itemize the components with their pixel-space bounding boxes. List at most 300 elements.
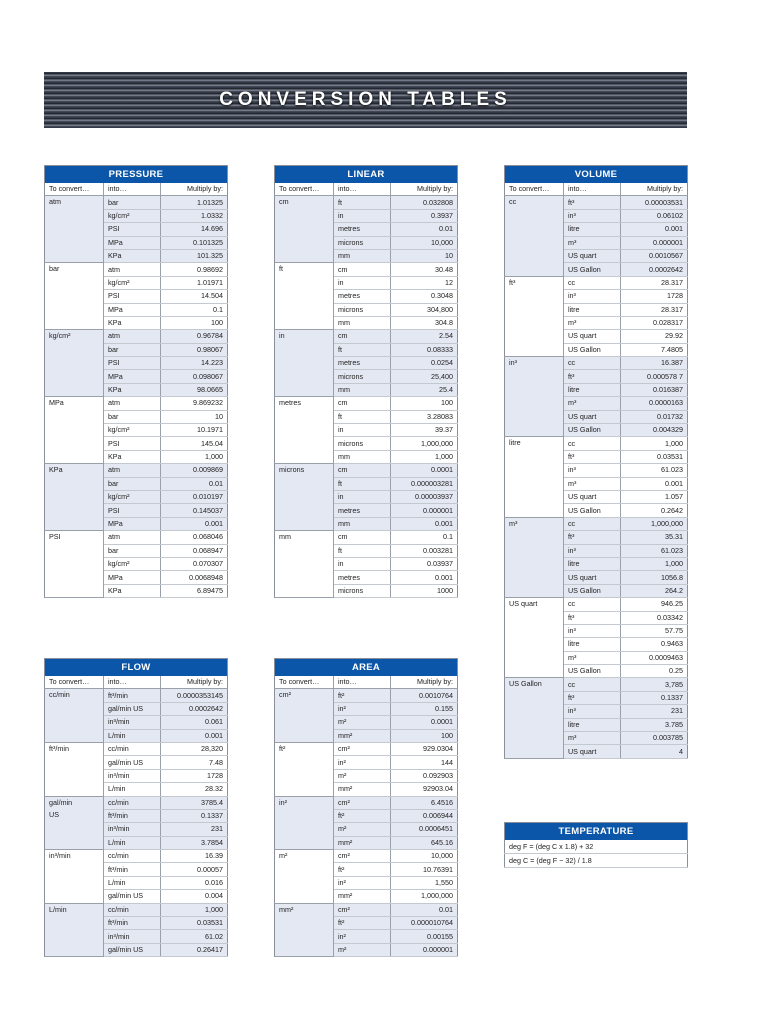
multiplier-value: 0.000010764 <box>390 917 457 930</box>
multiplier-value: 28.317 <box>620 276 687 289</box>
target-unit: ft² <box>333 809 390 822</box>
target-unit: kg/cm² <box>103 490 160 503</box>
volume-table <box>504 165 688 759</box>
column-header: Multiply by: <box>620 183 687 196</box>
target-unit: cm <box>333 263 390 276</box>
table-row <box>45 464 228 477</box>
target-unit: in³ <box>563 705 620 718</box>
column-header: To convert… <box>45 676 104 689</box>
multiplier-value: 0.3048 <box>390 290 457 303</box>
multiplier-value: 0.010197 <box>160 490 227 503</box>
multiplier-value: 1,550 <box>390 876 457 889</box>
target-unit: KPa <box>103 450 160 463</box>
target-unit: L/min <box>103 876 160 889</box>
target-unit: m³ <box>563 316 620 329</box>
target-unit: litre <box>563 303 620 316</box>
multiplier-value: 101.325 <box>160 249 227 262</box>
target-unit: in² <box>333 756 390 769</box>
target-unit: mm <box>333 249 390 262</box>
multiplier-value: 10 <box>160 410 227 423</box>
target-unit: in² <box>333 702 390 715</box>
target-unit: cm² <box>333 903 390 916</box>
target-unit: cc/min <box>103 850 160 863</box>
table-row <box>275 330 458 343</box>
target-unit: US quart <box>563 249 620 262</box>
target-unit: MPa <box>103 236 160 249</box>
target-unit: in³/min <box>103 716 160 729</box>
target-unit: US quart <box>563 410 620 423</box>
multiplier-value: 0.000003281 <box>390 477 457 490</box>
target-unit: ft² <box>333 689 390 702</box>
target-unit: bar <box>103 196 160 209</box>
target-unit: mm <box>333 316 390 329</box>
target-unit: atm <box>103 531 160 544</box>
multiplier-value: 946.25 <box>620 598 687 611</box>
linear-table <box>274 165 458 598</box>
flow-table <box>44 658 228 957</box>
target-unit: in³/min <box>103 769 160 782</box>
multiplier-value: 3.7854 <box>160 836 227 849</box>
column-header: into… <box>333 676 390 689</box>
multiplier-value: 14.504 <box>160 290 227 303</box>
multiplier-value: 0.028317 <box>620 316 687 329</box>
multiplier-value: 0.0000163 <box>620 397 687 410</box>
table-row <box>45 196 228 209</box>
multiplier-value: 0.068046 <box>160 531 227 544</box>
target-unit: US Gallon <box>563 343 620 356</box>
target-unit: litre <box>563 718 620 731</box>
multiplier-value: 0.004329 <box>620 424 687 437</box>
target-unit: atm <box>103 330 160 343</box>
table-row <box>275 796 458 809</box>
column-header: To convert… <box>275 676 334 689</box>
multiplier-value: 1056.8 <box>620 571 687 584</box>
multiplier-value: 0.1 <box>390 531 457 544</box>
multiplier-value: 0.9463 <box>620 638 687 651</box>
multiplier-value: 0.0006451 <box>390 823 457 836</box>
multiplier-value: 1,000,000 <box>390 890 457 903</box>
target-unit: L/min <box>103 783 160 796</box>
source-unit: m³ <box>505 517 564 597</box>
target-unit: mm² <box>333 783 390 796</box>
multiplier-value: 3785.4 <box>160 796 227 809</box>
multiplier-value: 304,800 <box>390 303 457 316</box>
multiplier-value: 0.00003531 <box>620 196 687 209</box>
table-row <box>275 742 458 755</box>
multiplier-value: 0.001 <box>390 517 457 530</box>
target-unit: in³/min <box>103 930 160 943</box>
target-unit: ft³/min <box>103 689 160 702</box>
target-unit: in <box>333 276 390 289</box>
multiplier-value: 0.145037 <box>160 504 227 517</box>
multiplier-value: 0.0009463 <box>620 651 687 664</box>
table-row <box>45 263 228 276</box>
target-unit: PSI <box>103 357 160 370</box>
source-unit: MPa <box>45 397 104 464</box>
multiplier-value: 10,000 <box>390 850 457 863</box>
multiplier-value: 98.0665 <box>160 383 227 396</box>
multiplier-value: 0.061 <box>160 716 227 729</box>
target-unit: kg/cm² <box>103 209 160 222</box>
target-unit: bar <box>103 544 160 557</box>
target-unit: cm² <box>333 850 390 863</box>
target-unit: PSI <box>103 504 160 517</box>
target-unit: mm <box>333 517 390 530</box>
target-unit: in³ <box>563 624 620 637</box>
multiplier-value: 1,000 <box>160 903 227 916</box>
multiplier-value: 0.000578 7 <box>620 370 687 383</box>
column-header: into… <box>103 676 160 689</box>
table-row <box>45 397 228 410</box>
target-unit: cc <box>563 678 620 691</box>
multiplier-value: 16.387 <box>620 357 687 370</box>
multiplier-value: 6.4516 <box>390 796 457 809</box>
target-unit: bar <box>103 343 160 356</box>
target-unit: KPa <box>103 383 160 396</box>
multiplier-value: 3.28083 <box>390 410 457 423</box>
source-unit: KPa <box>45 464 104 531</box>
target-unit: cm² <box>333 796 390 809</box>
source-unit: ft³/min <box>45 742 104 796</box>
multiplier-value: 61.02 <box>160 930 227 943</box>
target-unit: litre <box>563 638 620 651</box>
table-row <box>505 196 688 209</box>
multiplier-value: 0.26417 <box>160 943 227 956</box>
temperature-table <box>504 822 688 868</box>
source-unit: metres <box>275 397 334 464</box>
target-unit: gal/min US <box>103 702 160 715</box>
table-row <box>275 531 458 544</box>
multiplier-value: 29.92 <box>620 330 687 343</box>
target-unit: L/min <box>103 836 160 849</box>
target-unit: cm² <box>333 742 390 755</box>
target-unit: ft³ <box>563 196 620 209</box>
multiplier-value: 0.3937 <box>390 209 457 222</box>
multiplier-value: 1728 <box>620 290 687 303</box>
target-unit: ft³/min <box>103 863 160 876</box>
multiplier-value: 231 <box>160 823 227 836</box>
table-row <box>45 689 228 702</box>
column-header: into… <box>563 183 620 196</box>
column-header: To convert… <box>45 183 104 196</box>
source-unit: cc <box>505 196 564 276</box>
target-unit: US Gallon <box>563 424 620 437</box>
multiplier-value: 0.1 <box>160 303 227 316</box>
temperature-formula: deg C = (deg F − 32) / 1.8 <box>505 854 688 868</box>
multiplier-value: 100 <box>390 729 457 742</box>
multiplier-value: 0.03937 <box>390 557 457 570</box>
multiplier-value: 0.001 <box>620 223 687 236</box>
target-unit: mm² <box>333 890 390 903</box>
multiplier-value: 0.96784 <box>160 330 227 343</box>
multiplier-value: 1.01325 <box>160 196 227 209</box>
multiplier-value: 3.785 <box>620 718 687 731</box>
table-row <box>505 276 688 289</box>
multiplier-value: 0.00003937 <box>390 490 457 503</box>
multiplier-value: 0.000001 <box>390 504 457 517</box>
target-unit: cm <box>333 397 390 410</box>
multiplier-value: 0.2642 <box>620 504 687 517</box>
source-unit: in³ <box>505 357 564 437</box>
multiplier-value: 10.1971 <box>160 424 227 437</box>
multiplier-value: 0.0000353145 <box>160 689 227 702</box>
multiplier-value: 92903.04 <box>390 783 457 796</box>
multiplier-value: 6.89475 <box>160 584 227 597</box>
target-unit: ft³ <box>563 611 620 624</box>
source-unit: US quart <box>505 598 564 678</box>
multiplier-value: 0.016387 <box>620 383 687 396</box>
table-row <box>275 850 458 863</box>
column-header: To convert… <box>505 183 564 196</box>
multiplier-value: 28,320 <box>160 742 227 755</box>
source-unit: ft³ <box>505 276 564 356</box>
multiplier-value: 35.31 <box>620 531 687 544</box>
source-unit: gal/min US <box>45 796 104 850</box>
multiplier-value: 0.1337 <box>160 809 227 822</box>
multiplier-value: 1,000 <box>620 557 687 570</box>
target-unit: L/min <box>103 729 160 742</box>
multiplier-value: 0.06102 <box>620 209 687 222</box>
temperature-title: TEMPERATURE <box>505 823 688 841</box>
target-unit: in <box>333 424 390 437</box>
multiplier-value: 1,000 <box>160 450 227 463</box>
table-row <box>45 531 228 544</box>
source-unit: m² <box>275 850 334 904</box>
target-unit: in³ <box>563 464 620 477</box>
target-unit: cc <box>563 517 620 530</box>
target-unit: litre <box>563 383 620 396</box>
multiplier-value: 1.0332 <box>160 209 227 222</box>
target-unit: cm <box>333 531 390 544</box>
target-unit: kg/cm² <box>103 557 160 570</box>
target-unit: ft³ <box>563 531 620 544</box>
target-unit: ft³ <box>563 691 620 704</box>
multiplier-value: 0.00057 <box>160 863 227 876</box>
multiplier-value: 0.0254 <box>390 357 457 370</box>
multiplier-value: 9.869232 <box>160 397 227 410</box>
target-unit: in <box>333 490 390 503</box>
target-unit: US Gallon <box>563 263 620 276</box>
multiplier-value: 1728 <box>160 769 227 782</box>
target-unit: ft <box>333 477 390 490</box>
multiplier-value: 0.001 <box>390 571 457 584</box>
multiplier-value: 100 <box>160 316 227 329</box>
source-unit: cm <box>275 196 334 263</box>
multiplier-value: 0.032808 <box>390 196 457 209</box>
table-row <box>275 263 458 276</box>
multiplier-value: 61.023 <box>620 464 687 477</box>
target-unit: ft³/min <box>103 809 160 822</box>
target-unit: m² <box>333 769 390 782</box>
multiplier-value: 0.001 <box>160 517 227 530</box>
multiplier-value: 0.098067 <box>160 370 227 383</box>
target-unit: bar <box>103 477 160 490</box>
multiplier-value: 10 <box>390 249 457 262</box>
temperature-formula: deg F = (deg C x 1.8) + 32 <box>505 840 688 854</box>
multiplier-value: 0.0001 <box>390 464 457 477</box>
source-unit: microns <box>275 464 334 531</box>
source-unit: mm² <box>275 903 334 957</box>
table-row <box>45 903 228 916</box>
target-unit: PSI <box>103 223 160 236</box>
pressure-table <box>44 165 228 598</box>
column-header: Multiply by: <box>160 676 227 689</box>
multiplier-value: 0.01 <box>160 477 227 490</box>
target-unit: mm <box>333 450 390 463</box>
target-unit: ft <box>333 544 390 557</box>
source-unit: bar <box>45 263 104 330</box>
pressure-title: PRESSURE <box>45 166 228 184</box>
target-unit: in <box>333 209 390 222</box>
multiplier-value: 0.98067 <box>160 343 227 356</box>
target-unit: cc/min <box>103 903 160 916</box>
target-unit: metres <box>333 504 390 517</box>
target-unit: cc/min <box>103 796 160 809</box>
multiplier-value: 0.03531 <box>620 450 687 463</box>
multiplier-value: 0.01 <box>390 223 457 236</box>
column-header: Multiply by: <box>390 183 457 196</box>
multiplier-value: 1.057 <box>620 490 687 503</box>
multiplier-value: 1,000,000 <box>620 517 687 530</box>
target-unit: ft³ <box>563 370 620 383</box>
target-unit: microns <box>333 236 390 249</box>
target-unit: m³ <box>563 397 620 410</box>
source-unit: in <box>275 330 334 397</box>
multiplier-value: 0.004 <box>160 890 227 903</box>
multiplier-value: 7.4805 <box>620 343 687 356</box>
target-unit: US Gallon <box>563 504 620 517</box>
multiplier-value: 0.0001 <box>390 716 457 729</box>
target-unit: in² <box>333 876 390 889</box>
source-unit: L/min <box>45 903 104 957</box>
multiplier-value: 0.25 <box>620 665 687 678</box>
multiplier-value: 100 <box>390 397 457 410</box>
target-unit: US quart <box>563 490 620 503</box>
target-unit: atm <box>103 263 160 276</box>
target-unit: in <box>333 557 390 570</box>
multiplier-value: 39.37 <box>390 424 457 437</box>
target-unit: in² <box>333 930 390 943</box>
target-unit: MPa <box>103 303 160 316</box>
multiplier-value: 0.03531 <box>160 917 227 930</box>
multiplier-value: 2.54 <box>390 330 457 343</box>
table-row <box>505 437 688 450</box>
multiplier-value: 645.16 <box>390 836 457 849</box>
table-row <box>275 196 458 209</box>
target-unit: atm <box>103 397 160 410</box>
source-unit: cm² <box>275 689 334 743</box>
target-unit: cm <box>333 464 390 477</box>
target-unit: cc <box>563 357 620 370</box>
multiplier-value: 304.8 <box>390 316 457 329</box>
multiplier-value: 25.4 <box>390 383 457 396</box>
source-unit: litre <box>505 437 564 517</box>
column-header: Multiply by: <box>160 183 227 196</box>
multiplier-value: 0.001 <box>620 477 687 490</box>
target-unit: in³ <box>563 209 620 222</box>
multiplier-value: 14.223 <box>160 357 227 370</box>
multiplier-value: 10.76391 <box>390 863 457 876</box>
target-unit: in³ <box>563 290 620 303</box>
source-unit: ft² <box>275 742 334 796</box>
multiplier-value: 0.0002642 <box>620 263 687 276</box>
multiplier-value: 61.023 <box>620 544 687 557</box>
source-unit: cc/min <box>45 689 104 743</box>
table-row <box>505 517 688 530</box>
multiplier-value: 1,000 <box>390 450 457 463</box>
target-unit: ft³/min <box>103 917 160 930</box>
area-table <box>274 658 458 957</box>
multiplier-value: 0.1337 <box>620 691 687 704</box>
page-title: CONVERSION TABLES <box>219 89 512 110</box>
source-unit: in³/min <box>45 850 104 904</box>
multiplier-value: 0.003281 <box>390 544 457 557</box>
multiplier-value: 14.696 <box>160 223 227 236</box>
target-unit: mm <box>333 383 390 396</box>
multiplier-value: 0.070307 <box>160 557 227 570</box>
multiplier-value: 0.016 <box>160 876 227 889</box>
target-unit: ft³ <box>563 450 620 463</box>
column-header: To convert… <box>275 183 334 196</box>
target-unit: US quart <box>563 330 620 343</box>
multiplier-value: 0.009869 <box>160 464 227 477</box>
multiplier-value: 0.068947 <box>160 544 227 557</box>
multiplier-value: 0.000001 <box>620 236 687 249</box>
column-header: Multiply by: <box>390 676 457 689</box>
target-unit: kg/cm² <box>103 276 160 289</box>
multiplier-value: 0.0002642 <box>160 702 227 715</box>
multiplier-value: 264.2 <box>620 584 687 597</box>
multiplier-value: 1,000,000 <box>390 437 457 450</box>
target-unit: atm <box>103 464 160 477</box>
column-header: into… <box>103 183 160 196</box>
target-unit: litre <box>563 557 620 570</box>
multiplier-value: 0.01732 <box>620 410 687 423</box>
target-unit: m² <box>333 823 390 836</box>
target-unit: US Gallon <box>563 665 620 678</box>
target-unit: gal/min US <box>103 756 160 769</box>
source-unit: atm <box>45 196 104 263</box>
target-unit: mm² <box>333 836 390 849</box>
multiplier-value: 7.48 <box>160 756 227 769</box>
target-unit: microns <box>333 437 390 450</box>
target-unit: PSI <box>103 290 160 303</box>
multiplier-value: 0.98692 <box>160 263 227 276</box>
source-unit: in² <box>275 796 334 850</box>
target-unit: bar <box>103 410 160 423</box>
target-unit: gal/min US <box>103 890 160 903</box>
multiplier-value: 1000 <box>390 584 457 597</box>
multiplier-value: 30.48 <box>390 263 457 276</box>
multiplier-value: 28.317 <box>620 303 687 316</box>
multiplier-value: 10,000 <box>390 236 457 249</box>
target-unit: mm² <box>333 729 390 742</box>
table-row <box>45 850 228 863</box>
target-unit: ft <box>333 343 390 356</box>
target-unit: in³ <box>563 544 620 557</box>
target-unit: cc/min <box>103 742 160 755</box>
multiplier-value: 0.006944 <box>390 809 457 822</box>
target-unit: m² <box>333 943 390 956</box>
multiplier-value: 0.092903 <box>390 769 457 782</box>
multiplier-value: 0.01 <box>390 903 457 916</box>
target-unit: PSI <box>103 437 160 450</box>
multiplier-value: 16.39 <box>160 850 227 863</box>
area-title: AREA <box>275 659 458 677</box>
table-row <box>275 903 458 916</box>
table-row <box>275 689 458 702</box>
target-unit: KPa <box>103 249 160 262</box>
